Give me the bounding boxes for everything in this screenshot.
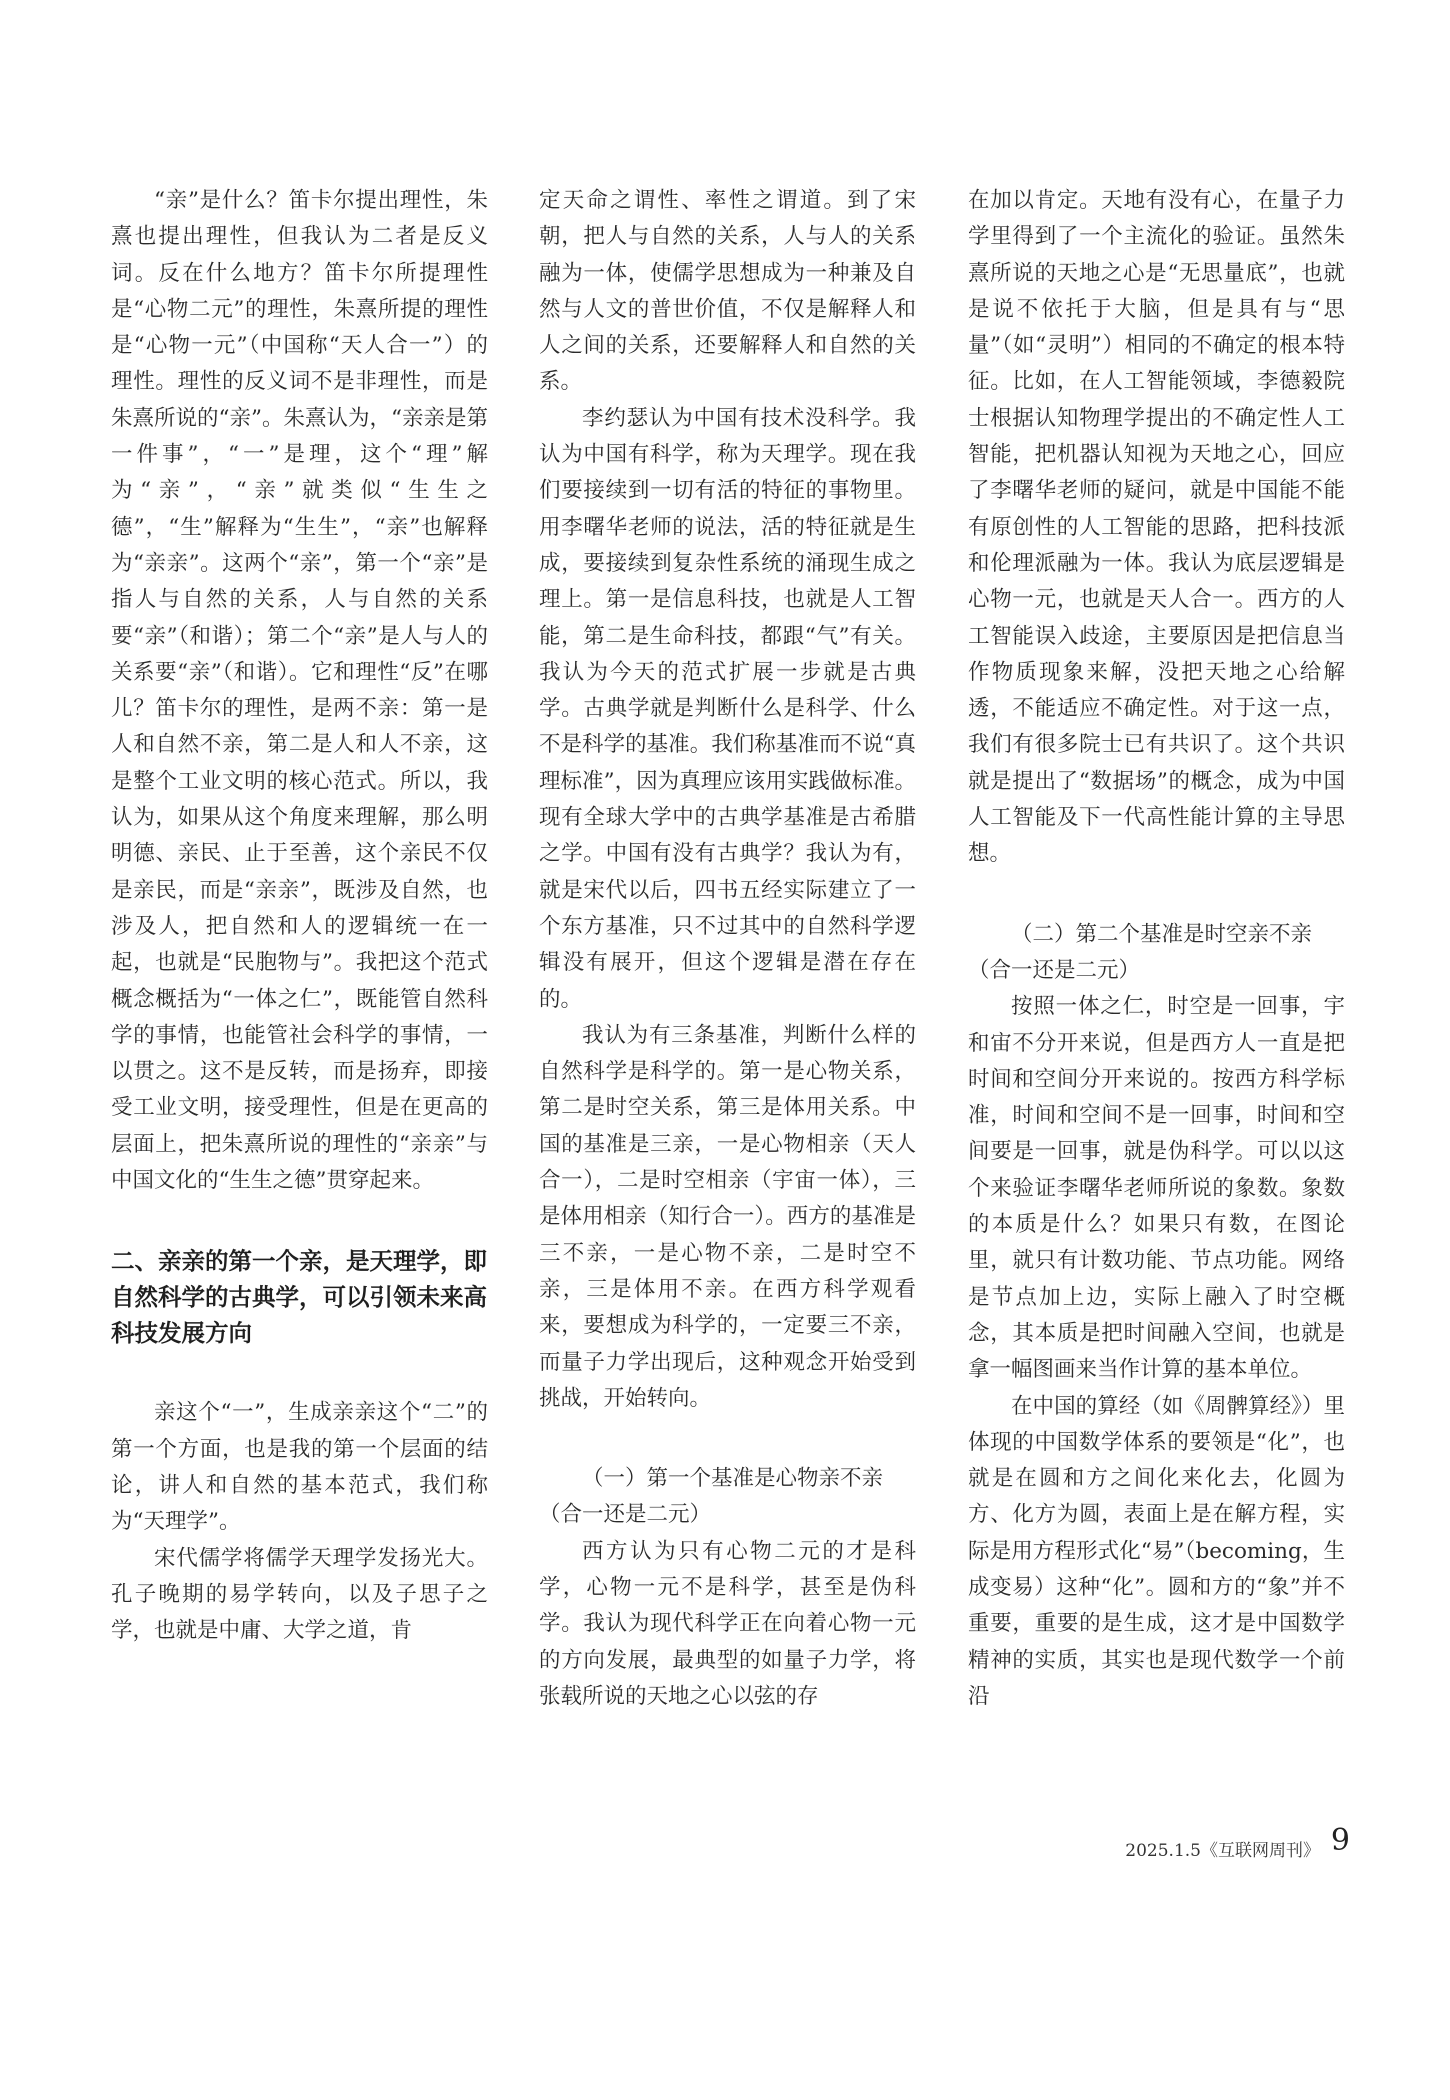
paragraph: 在中国的算经（如《周髀算经》）里体现的中国数学体系的要领是“化”，也就是在圆和方之间化来化去，化圆为方、化方为圆，表面上是在解方程，实际是用方程形式化“易”（becoming，生成变易）这种“化”。圆和方的“象”并不重要，重要的是生成，这才是中国数学精神的实质，其实也是现代数学一个前沿	[968, 1393, 1345, 1709]
page-footer	[1125, 1823, 1350, 1864]
paragraph: “亲”是什么？笛卡尔提出理性，朱熹也提出理性，但我认为二者是反义词。反在什么地方？笛卡尔所提理性是“心物二元”的理性，朱熹所提的理性是“心物一元”（中国称“天人合一”）的理性。理性的反义词不是非理性，而是朱熹所说的“亲”。朱熹认为，“亲亲是第一件事”，“一”是理，这个“理”解为“亲”，“亲”就类似“生生之德”，“生”解释为“生生”，“亲”也解释为“亲亲”。这两个“亲”，第一个“亲”是指人与自然的关系，人与自然的关系要“亲”（和谐）；第二个“亲”是人与人的关系要“亲”（和谐）。它和理性“反”在哪儿？笛卡尔的理性，是两不亲：第一是人和自然不亲，第二是人和人不亲，这是整个工业文明的核心范式。所以，我认为，如果从这个角度来理解，那么明明德、亲民、止于至善，这个亲民不仅是亲民，而是“亲亲”，既涉及自然，也涉及人，把自然和人的逻辑统一在一起，也就是“民胞物与”。我把这个范式概念概括为“一体之仁”，既能管自然科学的事情，也能管社会科学的事情，一以贯之。这不是反转，而是扬弃，即接受工业文明，接受理性，但是在更高的层面上，把朱熹所说的理性的“亲亲”与中国文化的“生生之德”贯穿起来。	[111, 188, 488, 1194]
paragraph: 按照一体之仁，时空是一回事，宇和宙不分开来说，但是西方人一直是把时间和空间分开来说的。按西方科学标准，时间和空间不是一回事，时间和空间要是一回事，就是伪科学。可以以这个来验证李曙华老师所说的象数。象数的本质是什么？如果只有数，在图论里，就只有计数功能、节点功能。网络是节点加上边，实际上融入了时空概念，其本质是把时间融入空间，也就是拿一幅图画来当作计算的基本单位。	[968, 994, 1345, 1383]
paragraph: 亲这个“一”，生成亲亲这个“二”的第一个方面，也是我的第一个层面的结论，讲人和自然的基本范式，我们称为“天理学”。	[111, 1400, 488, 1535]
paragraph: 宋代儒学将儒学天理学发扬光大。孔子晚期的易学转向，以及子思子之学，也就是中庸、大学之道，肯	[111, 1545, 488, 1644]
sub-heading: （一）第一个基准是心物亲不亲（合一还是二元）	[539, 1466, 884, 1528]
section-heading: 二、亲亲的第一个亲，是天理学，即自然科学的古典学，可以引领未来高科技发展方向	[111, 1247, 487, 1348]
middle-column	[539, 183, 916, 1715]
paragraph: 我认为有三条基准，判断什么样的自然科学是科学的。第一是心物关系，第二是时空关系，第三是体用关系。中国的基准是三亲，一是心物相亲（天人合一），二是时空相亲（宇宙一体），三是体用相亲（知行合一）。西方的基准是三不亲，一是心物不亲，二是时空不亲，三是体用不亲。在西方科学观看来，要想成为科学的，一定要三不亲，而量子力学出现后，这种观念开始受到挑战，开始转向。	[539, 1022, 916, 1411]
sub-heading: （二）第二个基准是时空亲不亲（合一还是二元）	[968, 921, 1313, 983]
paragraph: 定天命之谓性、率性之谓道。到了宋朝，把人与自然的关系，人与人的关系融为一体，使儒学思想成为一种兼及自然与人文的普世价值，不仅是解释人和人之间的关系，还要解释人和自然的关系。	[539, 188, 916, 395]
right-column	[968, 183, 1345, 1715]
issue-date: 2025.1.5《互联网周刊》	[1125, 1841, 1320, 1861]
left-column	[111, 183, 488, 1649]
paragraph: 在加以肯定。天地有没有心，在量子力学里得到了一个主流化的验证。虽然朱熹所说的天地之心是“无思量底”，也就是说不依托于大脑，但是具有与“思量”（如“灵明”）相同的不确定的根本特征。比如，在人工智能领域，李德毅院士根据认知物理学提出的不确定性人工智能，把机器认知视为天地之心，回应了李曙华老师的疑问，就是中国能不能有原创性的人工智能的思路，把科技派和伦理派融为一体。我认为底层逻辑是心物一元，也就是天人合一。西方的人工智能误入歧途，主要原因是把信息当作物质现象来解，没把天地之心给解透，不能适应不确定性。对于这一点，我们有很多院士已有共识了。这个共识就是提出了“数据场”的概念，成为中国人工智能及下一代高性能计算的主导思想。	[968, 188, 1345, 867]
paragraph: 西方认为只有心物二元的才是科学，心物一元不是科学，甚至是伪科学。我认为现代科学正在向着心物一元的方向发展，最典型的如量子力学，将张载所说的天地之心以弦的存	[539, 1538, 916, 1709]
page-number: 9	[1330, 1823, 1350, 1858]
paragraph: 李约瑟认为中国有技术没科学。我认为中国有科学，称为天理学。现在我们要接续到一切有活的特征的事物里。用李曙华老师的说法，活的特征就是生成，要接续到复杂性系统的涌现生成之理上。第一是信息科技，也就是人工智能，第二是生命科技，都跟“气”有关。我认为今天的范式扩展一步就是古典学。古典学就是判断什么是科学、什么不是科学的基准。我们称基准而不说“真理标准”，因为真理应该用实践做标准。现有全球大学中的古典学基准是古希腊之学。中国有没有古典学？我认为有，就是宋代以后，四书五经实际建立了一个东方基准，只不过其中的自然科学逻辑没有展开，但这个逻辑是潜在存在的。	[539, 405, 916, 1012]
